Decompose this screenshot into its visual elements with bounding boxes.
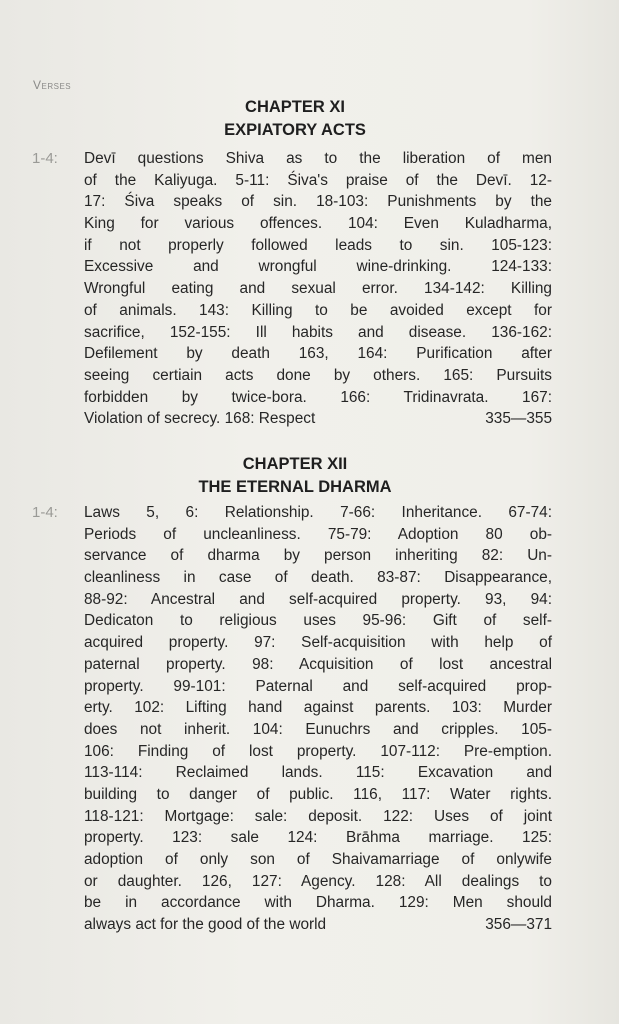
- text-line: cleanliness in case of death. 83-87: Disappearance,: [84, 569, 552, 587]
- page-range: 356—371: [485, 916, 552, 934]
- text-line: 118-121: Mortgage: sale: deposit. 122: Uses of joint: [84, 807, 552, 825]
- text-line: 113-114: Reclaimed lands. 115: Excavation and: [84, 764, 552, 782]
- last-line: [84, 408, 552, 430]
- text-line: does not inherit. 104: Eunuchrs and cripples. 105-: [84, 720, 552, 738]
- text-line: always act for the good of the world: [84, 916, 327, 934]
- text-line: Wrongful eating and sexual error. 134-142: Killing: [84, 280, 552, 298]
- text-line: servance of dharma by person inheriting 82: Un-: [84, 547, 552, 565]
- text-line: Violation of secrecy. 168: Respect: [84, 410, 316, 428]
- text-line: 106: Finding of lost property. 107-112: Pre-emption.: [84, 742, 552, 760]
- last-line: [84, 914, 552, 936]
- text-line: be in accordance with Dharma. 129: Men should: [84, 894, 552, 912]
- text-line: 88-92: Ancestral and self-acquired property. 93, 94:: [84, 590, 552, 608]
- text-line: Dedicaton to religious uses 95-96: Gift of self-: [84, 612, 552, 630]
- text-line: adoption of only son of Shaivamarriage of onlywife: [84, 851, 552, 868]
- text-line: if not properly followed leads to sin. 105-123:: [84, 236, 552, 254]
- text-line: or daughter. 126, 127: Agency. 128: All dealings to: [84, 872, 552, 890]
- text-line: Laws 5, 6: Relationship. 7-66: Inheritance. 67-74:: [84, 504, 552, 521]
- text-line: property. 123: sale 124: Brāhma marriage. 125:: [84, 829, 552, 847]
- text-line: King for various offences. 104: Even Kuladharma,: [84, 215, 552, 233]
- text-line: building to danger of public. 116, 117: Water rights.: [84, 785, 552, 803]
- text-line: paternal property. 98: Acquisition of lost ancestral: [84, 655, 552, 673]
- text-line: 17: Śiva speaks of sin. 18-103: Punishments by the: [84, 193, 552, 211]
- text-line: property. 99-101: Paternal and self-acquired prop-: [84, 677, 552, 695]
- text-line: Periods of uncleanliness. 75-79: Adoption 80 ob-: [84, 525, 552, 543]
- text-line: forbidden by twice-bora. 166: Tridinavrata. 167:: [84, 388, 552, 406]
- chapter-number: CHAPTER XI: [245, 98, 345, 116]
- text-line: Excessive and wrongful wine-drinking. 124-133:: [84, 258, 552, 276]
- text-line: acquired property. 97: Self-acquisition with help of: [84, 634, 552, 652]
- verse-range: 1-4:: [32, 150, 58, 167]
- page-range: 335—355: [485, 410, 552, 428]
- chapter-title: EXPIATORY ACTS: [224, 121, 366, 139]
- chapter-title: THE ETERNAL DHARMA: [198, 478, 392, 496]
- text-line: Devī questions Shiva as to the liberation of men: [84, 150, 552, 167]
- text-line: seeing certiain acts done by others. 165: Pursuits: [84, 366, 552, 384]
- entry-text: [84, 502, 552, 936]
- text-line: of the Kaliyuga. 5-11: Śiva's praise of the Devī. 12-: [84, 171, 552, 189]
- running-head: Verses: [33, 78, 72, 92]
- text-line: sacrifice, 152-155: Ill habits and disease. 136-162:: [84, 323, 552, 341]
- text-line: erty. 102: Lifting hand against parents. 103: Murder: [84, 699, 552, 717]
- entry-text: [84, 148, 552, 430]
- text-line: Defilement by death 163, 164: Purification after: [84, 345, 552, 363]
- text-line: of animals. 143: Killing to be avoided except for: [84, 301, 552, 319]
- verse-range: 1-4:: [32, 504, 58, 521]
- chapter-heading: [0, 453, 590, 499]
- chapter-heading: [0, 96, 590, 142]
- chapter-number: CHAPTER XII: [242, 455, 348, 473]
